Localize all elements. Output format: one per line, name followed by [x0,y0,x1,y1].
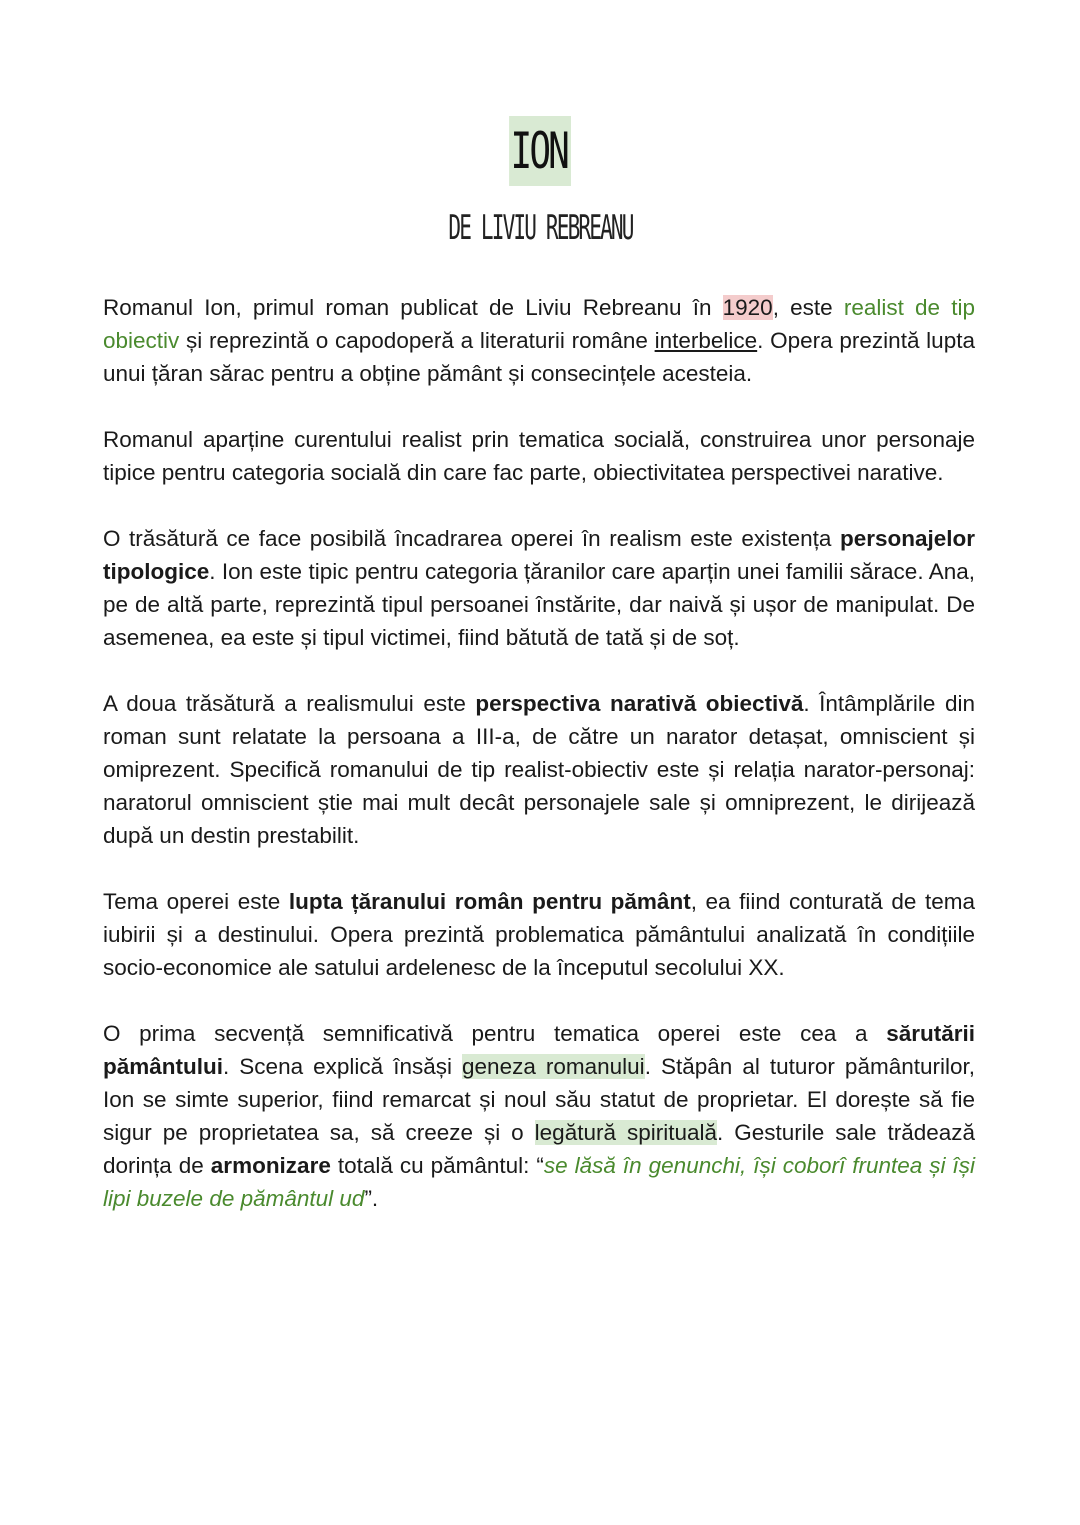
p6-text-5: totală cu pământul: “ [330,1153,544,1178]
p3-text-2: . Ion este tipic pentru categoria țăranilor care aparțin unei familii sărace. Ana, pe de altă parte, reprezintă tipul persoanei înstărite, dar naivă și ușor de manipulat. De asemenea, ea este și tipul victimei, fiind bătută de tată și de soț. [103,559,975,650]
document-body [103,291,975,1215]
p5-text-1: Tema operei este [103,889,289,914]
p1-text-3: și reprezintă o capodoperă a literaturii române [179,328,655,353]
p6-quote: se lăsă în genunchi, își coborî fruntea și își lipi buzele de pământul ud [103,1153,975,1211]
p6-highlight-2: legătură spirituală [534,1120,717,1145]
year-highlight: 1920 [722,295,773,320]
paragraph-3 [103,522,975,654]
paragraph-6 [103,1017,975,1215]
p6-text-4: . Gesturile sale trădează dorința de [103,1120,976,1178]
p4-bold: perspectiva narativă obiectivă [475,691,804,716]
p1-text-2: , este [772,295,844,320]
p6-bold-1: sărutării pământului [103,1021,975,1079]
paragraph-2: Romanul aparține curentului realist prin tematica socială, construirea unor personaje tipice pentru categoria socială din care fac parte, obiectivitatea perspectivei narative. [103,427,975,485]
title-container [0,116,1080,186]
p6-text-6: ”. [364,1186,379,1211]
p6-bold-2: armonizare [210,1153,331,1178]
p3-text-1: O trăsătură ce face posibilă încadrarea operei în realism este existența [103,526,840,551]
paragraph-5 [103,885,975,984]
p4-text-1: A doua trăsătură a realismului este [103,691,476,716]
page-title: ION [509,116,571,186]
p6-highlight-1: geneza romanului [462,1054,645,1079]
p6-text-1: O prima secvență semnificativă pentru tematica operei este cea a [103,1021,887,1046]
p5-text-2: , ea fiind conturată de tema iubirii și a destinului. Opera prezintă problematica pământului analizată în condițiile socio-economice ale satului ardelenesc de la începutul secolului XX. [103,889,975,980]
realist-phrase: realist de tip obiectiv [103,295,976,353]
p1-text-4: . Opera prezintă lupta unui țăran sărac pentru a obține pământ și consecințele acesteia. [103,328,975,386]
p3-bold: personajelor tipologice [103,526,975,584]
p1-text-1: Romanul Ion, primul roman publicat de Liviu Rebreanu în [103,295,723,320]
paragraph-1 [103,291,975,390]
page-subtitle: DE LIVIU REBREANU [447,208,633,248]
interbelice-underline: interbelice [654,328,758,353]
p5-bold: lupta țăranului român pentru pământ [288,889,691,914]
p6-text-2: . Scena explică însăși [223,1054,463,1079]
subtitle-container [0,200,1080,256]
p4-text-2: . Întâmplările din roman sunt relatate la persoana a III-a, de către un narator detașat, omniscient și omiprezent. Specifică romanului de tip realist-obiectiv este și relația narator-personaj: naratorul omniscient știe mai mult decât personajele sale și omniprezent, le dirijează după un destin prestabilit. [103,691,975,848]
paragraph-4 [103,687,975,852]
p6-text-3: . Stăpân al tuturor pământurilor, Ion se simte superior, fiind remarcat și noul său statut de proprietar. El dorește să fie sigur pe proprietatea sa, să creeze și o [103,1054,975,1145]
